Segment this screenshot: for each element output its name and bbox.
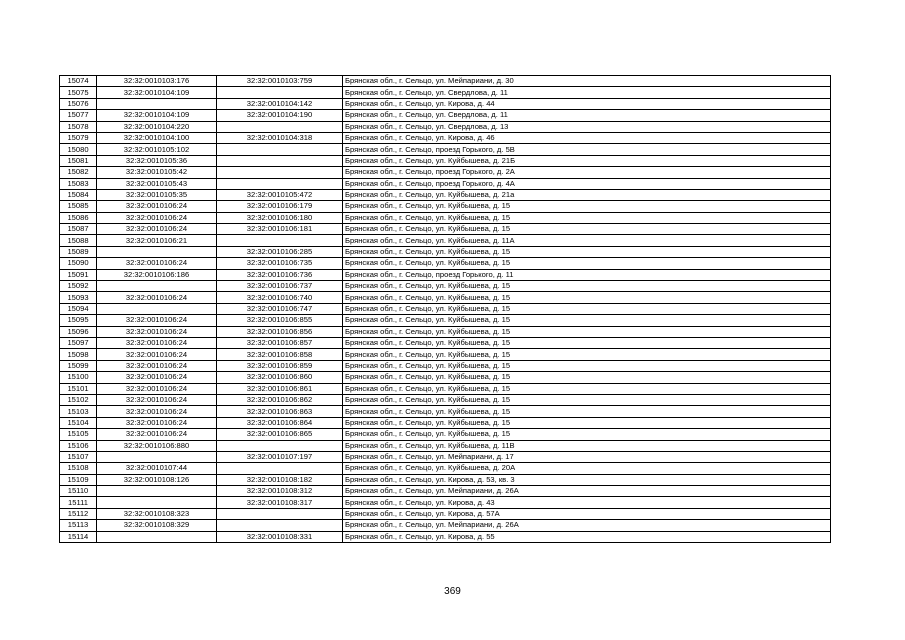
table-row <box>60 440 831 451</box>
record-number-cell: 15094 <box>60 303 97 314</box>
record-number-cell: 15100 <box>60 372 97 383</box>
page-number: 369 <box>444 586 461 597</box>
registry-table-body <box>60 76 831 543</box>
parcel-cadastral-cell: 32:32:0010106:21 <box>97 235 217 246</box>
object-cadastral-cell <box>217 167 343 178</box>
object-cadastral-cell: 32:32:0010105:472 <box>217 189 343 200</box>
address-cell: Брянская обл., г. Сельцо, ул. Мейпариани, д. 30 <box>343 76 831 87</box>
table-row <box>60 76 831 87</box>
object-cadastral-cell: 32:32:0010106:180 <box>217 212 343 223</box>
address-cell: Брянская обл., г. Сельцо, ул. Мейпариани, д. 26А <box>343 520 831 531</box>
record-number-cell: 15093 <box>60 292 97 303</box>
record-number-cell: 15080 <box>60 144 97 155</box>
parcel-cadastral-cell: 32:32:0010106:24 <box>97 212 217 223</box>
parcel-cadastral-cell <box>97 486 217 497</box>
object-cadastral-cell <box>217 144 343 155</box>
parcel-cadastral-cell: 32:32:0010106:24 <box>97 326 217 337</box>
table-row <box>60 212 831 223</box>
table-row <box>60 497 831 508</box>
table-row <box>60 189 831 200</box>
object-cadastral-cell: 32:32:0010104:190 <box>217 110 343 121</box>
record-number-cell: 15095 <box>60 315 97 326</box>
record-number-cell: 15088 <box>60 235 97 246</box>
object-cadastral-cell <box>217 121 343 132</box>
record-number-cell: 15089 <box>60 246 97 257</box>
address-cell: Брянская обл., г. Сельцо, ул. Куйбышева, д. 11А <box>343 235 831 246</box>
address-cell: Брянская обл., г. Сельцо, ул. Куйбышева, д. 15 <box>343 383 831 394</box>
address-cell: Брянская обл., г. Сельцо, ул. Куйбышева, д. 20А <box>343 463 831 474</box>
record-number-cell: 15110 <box>60 486 97 497</box>
object-cadastral-cell <box>217 508 343 519</box>
object-cadastral-cell <box>217 87 343 98</box>
table-row <box>60 132 831 143</box>
address-cell: Брянская обл., г. Сельцо, ул. Куйбышева, д. 15 <box>343 201 831 212</box>
object-cadastral-cell: 32:32:0010108:312 <box>217 486 343 497</box>
record-number-cell: 15098 <box>60 349 97 360</box>
address-cell: Брянская обл., г. Сельцо, ул. Куйбышева, д. 15 <box>343 394 831 405</box>
address-cell: Брянская обл., г. Сельцо, ул. Кирова, д. 53, кв. 3 <box>343 474 831 485</box>
record-number-cell: 15078 <box>60 121 97 132</box>
address-cell: Брянская обл., г. Сельцо, проезд Горького, д. 2А <box>343 167 831 178</box>
object-cadastral-cell: 32:32:0010106:737 <box>217 281 343 292</box>
record-number-cell: 15092 <box>60 281 97 292</box>
address-cell: Брянская обл., г. Сельцо, ул. Куйбышева, д. 15 <box>343 349 831 360</box>
table-row <box>60 486 831 497</box>
parcel-cadastral-cell: 32:32:0010108:323 <box>97 508 217 519</box>
object-cadastral-cell: 32:32:0010104:142 <box>217 98 343 109</box>
address-cell: Брянская обл., г. Сельцо, ул. Куйбышева, д. 15 <box>343 315 831 326</box>
address-cell: Брянская обл., г. Сельцо, ул. Кирова, д. 46 <box>343 132 831 143</box>
parcel-cadastral-cell: 32:32:0010106:24 <box>97 258 217 269</box>
parcel-cadastral-cell: 32:32:0010108:126 <box>97 474 217 485</box>
record-number-cell: 15099 <box>60 360 97 371</box>
table-row <box>60 167 831 178</box>
table-row <box>60 87 831 98</box>
object-cadastral-cell <box>217 463 343 474</box>
address-cell: Брянская обл., г. Сельцо, ул. Кирова, д. 57А <box>343 508 831 519</box>
object-cadastral-cell: 32:32:0010107:197 <box>217 451 343 462</box>
parcel-cadastral-cell <box>97 451 217 462</box>
address-cell: Брянская обл., г. Сельцо, ул. Куйбышева, д. 21Б <box>343 155 831 166</box>
address-cell: Брянская обл., г. Сельцо, ул. Куйбышева, д. 15 <box>343 246 831 257</box>
parcel-cadastral-cell: 32:32:0010108:329 <box>97 520 217 531</box>
parcel-cadastral-cell: 32:32:0010105:36 <box>97 155 217 166</box>
table-row <box>60 406 831 417</box>
record-number-cell: 15083 <box>60 178 97 189</box>
table-row <box>60 520 831 531</box>
address-cell: Брянская обл., г. Сельцо, проезд Горького, д. 11 <box>343 269 831 280</box>
table-row <box>60 224 831 235</box>
table-row <box>60 394 831 405</box>
object-cadastral-cell: 32:32:0010106:181 <box>217 224 343 235</box>
record-number-cell: 15111 <box>60 497 97 508</box>
object-cadastral-cell: 32:32:0010106:860 <box>217 372 343 383</box>
table-row <box>60 121 831 132</box>
parcel-cadastral-cell: 32:32:0010106:186 <box>97 269 217 280</box>
record-number-cell: 15108 <box>60 463 97 474</box>
record-number-cell: 15097 <box>60 337 97 348</box>
address-cell: Брянская обл., г. Сельцо, ул. Куйбышева, д. 11В <box>343 440 831 451</box>
address-cell: Брянская обл., г. Сельцо, ул. Куйбышева, д. 15 <box>343 281 831 292</box>
record-number-cell: 15102 <box>60 394 97 405</box>
parcel-cadastral-cell: 32:32:0010106:24 <box>97 315 217 326</box>
object-cadastral-cell: 32:32:0010106:863 <box>217 406 343 417</box>
address-cell: Брянская обл., г. Сельцо, ул. Куйбышева, д. 15 <box>343 372 831 383</box>
object-cadastral-cell: 32:32:0010106:179 <box>217 201 343 212</box>
record-number-cell: 15075 <box>60 87 97 98</box>
table-row <box>60 326 831 337</box>
address-cell: Брянская обл., г. Сельцо, проезд Горького, д. 5В <box>343 144 831 155</box>
object-cadastral-cell <box>217 155 343 166</box>
table-row <box>60 201 831 212</box>
parcel-cadastral-cell: 32:32:0010106:24 <box>97 360 217 371</box>
parcel-cadastral-cell: 32:32:0010106:24 <box>97 201 217 212</box>
record-number-cell: 15086 <box>60 212 97 223</box>
record-number-cell: 15103 <box>60 406 97 417</box>
parcel-cadastral-cell: 32:32:0010106:24 <box>97 429 217 440</box>
address-cell: Брянская обл., г. Сельцо, ул. Куйбышева, д. 15 <box>343 360 831 371</box>
address-cell: Брянская обл., г. Сельцо, ул. Куйбышева, д. 21а <box>343 189 831 200</box>
record-number-cell: 15076 <box>60 98 97 109</box>
address-cell: Брянская обл., г. Сельцо, ул. Кирова, д. 44 <box>343 98 831 109</box>
table-row <box>60 337 831 348</box>
record-number-cell: 15096 <box>60 326 97 337</box>
parcel-cadastral-cell: 32:32:0010106:24 <box>97 224 217 235</box>
address-cell: Брянская обл., г. Сельцо, ул. Свердлова, д. 13 <box>343 121 831 132</box>
record-number-cell: 15113 <box>60 520 97 531</box>
object-cadastral-cell: 32:32:0010106:285 <box>217 246 343 257</box>
object-cadastral-cell: 32:32:0010106:747 <box>217 303 343 314</box>
object-cadastral-cell: 32:32:0010106:735 <box>217 258 343 269</box>
record-number-cell: 15085 <box>60 201 97 212</box>
record-number-cell: 15101 <box>60 383 97 394</box>
address-cell: Брянская обл., г. Сельцо, ул. Куйбышева, д. 15 <box>343 417 831 428</box>
record-number-cell: 15114 <box>60 531 97 542</box>
parcel-cadastral-cell: 32:32:0010105:102 <box>97 144 217 155</box>
parcel-cadastral-cell: 32:32:0010106:24 <box>97 292 217 303</box>
parcel-cadastral-cell: 32:32:0010106:24 <box>97 383 217 394</box>
record-number-cell: 15082 <box>60 167 97 178</box>
parcel-cadastral-cell: 32:32:0010106:880 <box>97 440 217 451</box>
object-cadastral-cell <box>217 440 343 451</box>
address-cell: Брянская обл., г. Сельцо, проезд Горького, д. 4А <box>343 178 831 189</box>
address-cell: Брянская обл., г. Сельцо, ул. Куйбышева, д. 15 <box>343 224 831 235</box>
parcel-cadastral-cell: 32:32:0010104:109 <box>97 87 217 98</box>
table-row <box>60 178 831 189</box>
address-cell: Брянская обл., г. Сельцо, ул. Мейпариани, д. 26А <box>343 486 831 497</box>
table-row <box>60 292 831 303</box>
record-number-cell: 15106 <box>60 440 97 451</box>
object-cadastral-cell <box>217 520 343 531</box>
table-row <box>60 258 831 269</box>
parcel-cadastral-cell: 32:32:0010106:24 <box>97 349 217 360</box>
record-number-cell: 15090 <box>60 258 97 269</box>
parcel-cadastral-cell: 32:32:0010105:42 <box>97 167 217 178</box>
object-cadastral-cell: 32:32:0010108:331 <box>217 531 343 542</box>
object-cadastral-cell: 32:32:0010106:740 <box>217 292 343 303</box>
record-number-cell: 15112 <box>60 508 97 519</box>
record-number-cell: 15074 <box>60 76 97 87</box>
table-row <box>60 417 831 428</box>
object-cadastral-cell: 32:32:0010106:864 <box>217 417 343 428</box>
parcel-cadastral-cell: 32:32:0010106:24 <box>97 406 217 417</box>
address-cell: Брянская обл., г. Сельцо, ул. Куйбышева, д. 15 <box>343 303 831 314</box>
object-cadastral-cell: 32:32:0010106:865 <box>217 429 343 440</box>
object-cadastral-cell: 32:32:0010108:317 <box>217 497 343 508</box>
table-row <box>60 246 831 257</box>
address-cell: Брянская обл., г. Сельцо, ул. Куйбышева, д. 15 <box>343 406 831 417</box>
parcel-cadastral-cell: 32:32:0010105:43 <box>97 178 217 189</box>
address-cell: Брянская обл., г. Сельцо, ул. Кирова, д. 43 <box>343 497 831 508</box>
address-cell: Брянская обл., г. Сельцо, ул. Кирова, д. 55 <box>343 531 831 542</box>
parcel-cadastral-cell: 32:32:0010104:109 <box>97 110 217 121</box>
object-cadastral-cell: 32:32:0010104:318 <box>217 132 343 143</box>
table-row <box>60 269 831 280</box>
parcel-cadastral-cell: 32:32:0010104:100 <box>97 132 217 143</box>
record-number-cell: 15081 <box>60 155 97 166</box>
table-row <box>60 110 831 121</box>
table-row <box>60 463 831 474</box>
address-cell: Брянская обл., г. Сельцо, ул. Куйбышева, д. 15 <box>343 326 831 337</box>
parcel-cadastral-cell <box>97 303 217 314</box>
object-cadastral-cell: 32:32:0010106:858 <box>217 349 343 360</box>
table-row <box>60 281 831 292</box>
address-cell: Брянская обл., г. Сельцо, ул. Свердлова, д. 11 <box>343 110 831 121</box>
parcel-cadastral-cell: 32:32:0010106:24 <box>97 417 217 428</box>
table-row <box>60 235 831 246</box>
object-cadastral-cell: 32:32:0010103:759 <box>217 76 343 87</box>
address-cell: Брянская обл., г. Сельцо, ул. Куйбышева, д. 15 <box>343 429 831 440</box>
address-cell: Брянская обл., г. Сельцо, ул. Свердлова, д. 11 <box>343 87 831 98</box>
record-number-cell: 15105 <box>60 429 97 440</box>
address-cell: Брянская обл., г. Сельцо, ул. Куйбышева, д. 15 <box>343 212 831 223</box>
parcel-cadastral-cell <box>97 246 217 257</box>
parcel-cadastral-cell: 32:32:0010106:24 <box>97 372 217 383</box>
parcel-cadastral-cell: 32:32:0010105:35 <box>97 189 217 200</box>
object-cadastral-cell: 32:32:0010106:859 <box>217 360 343 371</box>
table-row <box>60 315 831 326</box>
table-row <box>60 383 831 394</box>
parcel-cadastral-cell: 32:32:0010104:220 <box>97 121 217 132</box>
record-number-cell: 15077 <box>60 110 97 121</box>
table-row <box>60 360 831 371</box>
record-number-cell: 15104 <box>60 417 97 428</box>
table-row <box>60 531 831 542</box>
object-cadastral-cell: 32:32:0010106:857 <box>217 337 343 348</box>
address-cell: Брянская обл., г. Сельцо, ул. Мейпариани, д. 17 <box>343 451 831 462</box>
record-number-cell: 15109 <box>60 474 97 485</box>
parcel-cadastral-cell: 32:32:0010107:44 <box>97 463 217 474</box>
table-row <box>60 372 831 383</box>
object-cadastral-cell: 32:32:0010106:861 <box>217 383 343 394</box>
record-number-cell: 15107 <box>60 451 97 462</box>
record-number-cell: 15084 <box>60 189 97 200</box>
parcel-cadastral-cell <box>97 531 217 542</box>
table-row <box>60 349 831 360</box>
table-row <box>60 155 831 166</box>
table-row <box>60 98 831 109</box>
object-cadastral-cell: 32:32:0010106:855 <box>217 315 343 326</box>
table-row <box>60 144 831 155</box>
table-row <box>60 429 831 440</box>
parcel-cadastral-cell: 32:32:0010106:24 <box>97 394 217 405</box>
object-cadastral-cell: 32:32:0010106:856 <box>217 326 343 337</box>
object-cadastral-cell: 32:32:0010108:182 <box>217 474 343 485</box>
record-number-cell: 15091 <box>60 269 97 280</box>
object-cadastral-cell <box>217 235 343 246</box>
address-cell: Брянская обл., г. Сельцо, ул. Куйбышева, д. 15 <box>343 258 831 269</box>
parcel-cadastral-cell <box>97 497 217 508</box>
table-row <box>60 508 831 519</box>
object-cadastral-cell <box>217 178 343 189</box>
table-row <box>60 474 831 485</box>
address-cell: Брянская обл., г. Сельцо, ул. Куйбышева, д. 15 <box>343 292 831 303</box>
record-number-cell: 15087 <box>60 224 97 235</box>
record-number-cell: 15079 <box>60 132 97 143</box>
parcel-cadastral-cell: 32:32:0010103:176 <box>97 76 217 87</box>
parcel-cadastral-cell: 32:32:0010106:24 <box>97 337 217 348</box>
parcel-cadastral-cell <box>97 98 217 109</box>
object-cadastral-cell: 32:32:0010106:736 <box>217 269 343 280</box>
registry-table <box>59 75 831 543</box>
parcel-cadastral-cell <box>97 281 217 292</box>
address-cell: Брянская обл., г. Сельцо, ул. Куйбышева, д. 15 <box>343 337 831 348</box>
object-cadastral-cell: 32:32:0010106:862 <box>217 394 343 405</box>
table-row <box>60 303 831 314</box>
table-row <box>60 451 831 462</box>
